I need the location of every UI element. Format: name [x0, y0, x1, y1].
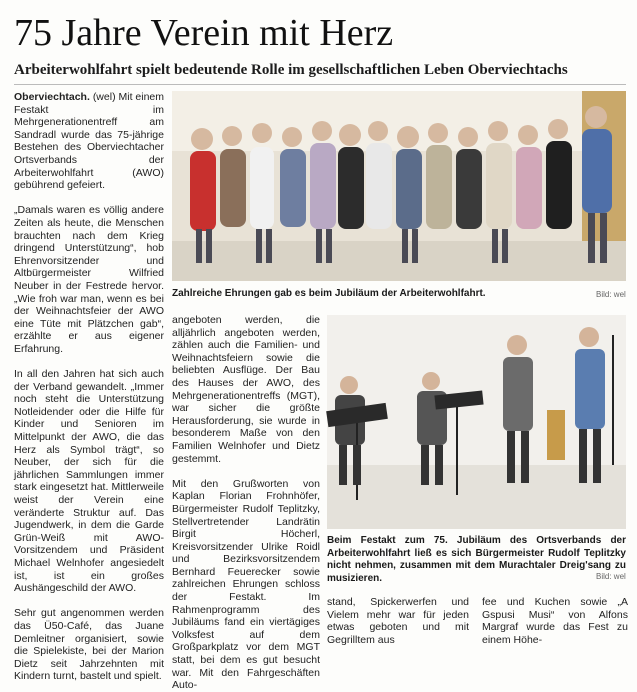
photo-caption: Zahlreiche Ehrungen gab es beim Jubiläum der Arbeiterwohlfahrt. [172, 288, 486, 299]
group-photo-illustration [172, 91, 626, 281]
article-paragraph [14, 91, 164, 192]
article-paragraph: Mit den Grußworten von Kaplan Florian Frohnhöfer, Bürgermeister Rudolf Teplitzky, Stellvertretender Landrätin Birgit Höcherl, Kreisvorsitzender Ulrike Roidl und Bezirksvorsitzendem Bernhard Feuerecker sowie zahlreichen Ehrungen schloss der Festakt. Im Rahmenprogramm des Jubiläums fand ein viertägiges Volksfest auf dem Großparkplatz vor dem MGT statt, bei dem es gut besucht war. Mit den Fahrgeschäften Auto- [172, 477, 320, 692]
article-paragraph: angeboten werden, die alljährlich angeboten werden, zählen auch die Familien- und Weihnachtsfeiern sowie die beliebten Ausflüge. Der Bau des Hauses der AWO, des Mehrgenerationentreffs (MGT), war sicher die größte Herausforderung, sie wurde in besonderem Maße von den Familien Welnhofer und Dietz gestemmt. [172, 314, 320, 465]
article-column-4 [482, 596, 628, 646]
photo-credit: Bild: wel [596, 572, 626, 581]
article-paragraph: In all den Jahren hat sich auch der Verband gewandelt. „Immer noch steht die Unterstützung Notleidender oder die Hilfe für Kinder und Senioren im Mittelpunkt der AWO, die das Herz als Symbol trägt“, so Neuber, der sich für die jährlichen Sammlungen immer stark eingesetzt hat. Mittlerweile weist der Verein eine veränderte Struktur auf. Das Jugendwerk, in dem die Garde Grün-Weiß mit AWO-Vorsitzendem und Präsident Michael Welnhofer angesiedelt ist, ist ein großes Aushängeschild der AWO. [14, 368, 164, 595]
article-paragraph: Sehr gut angenommen werden das Ü50-Café, das Juane Demleitner organisiert, sowie die Spielekiste, bei der Marion Dietz seit Jahrzehnten mit Kindern turnt, bastelt und spielt. [14, 607, 164, 683]
photo-credit: Bild: wel [596, 290, 626, 299]
article-column-2 [172, 314, 320, 692]
article-column-3 [327, 596, 469, 646]
group-photo [172, 91, 626, 281]
article-column-1 [14, 91, 165, 683]
dateline: Oberviechtach. [14, 91, 90, 103]
article-paragraph: fee und Kuchen sowie „A Gspusi Musi“ von Alfons Margraf wurde das Fest zu einem Höhe- [482, 596, 628, 646]
subheadline: Arbeiterwohlfahrt spielt bedeutende Rolle im gesellschaftlichen Leben Oberviechtachs [14, 62, 568, 78]
article-paragraph: stand, Spickerwerfen und Vielem mehr war für jeden etwas geboten und mit Gegrilltem aus [327, 596, 469, 646]
musicians-photo [327, 315, 626, 529]
paragraph-text: (wel) Mit einem Festakt im Mehrgenerationentreff am Sandradl wurde das 75-jährige Bestehen des Oberviechtacher Ortsverbands der Arbeiterwohlfahrt (AWO) gebührend gefeiert. [14, 91, 165, 192]
photo-caption: Beim Festakt zum 75. Jubiläum des Ortsverbands der Arbeiterwohlfahrt ließ es sich Bürgermeister Rudolf Teplitzky nicht nehmen, zusammen mit dem Murachtaler Dreig'sang zu musizieren. [327, 535, 626, 584]
headline: 75 Jahre Verein mit Herz [14, 12, 394, 54]
musicians-photo-illustration [327, 315, 626, 529]
article-paragraph: „Damals waren es völlig andere Zeiten als heute, die Menschen brauchten nach dem Krieg dringend Unterstützung“, hob Ehrenvorsitzender und Altbürgermeister Wilfried Neuber in der Festrede hervor. „Wie froh war man, wenn es bei der Weihnachtsfeier der AWO eine Tüte mit Plätzchen gab“, erzählte er aus eigener Erfahrung. [14, 204, 164, 355]
headline-rule [14, 84, 626, 85]
